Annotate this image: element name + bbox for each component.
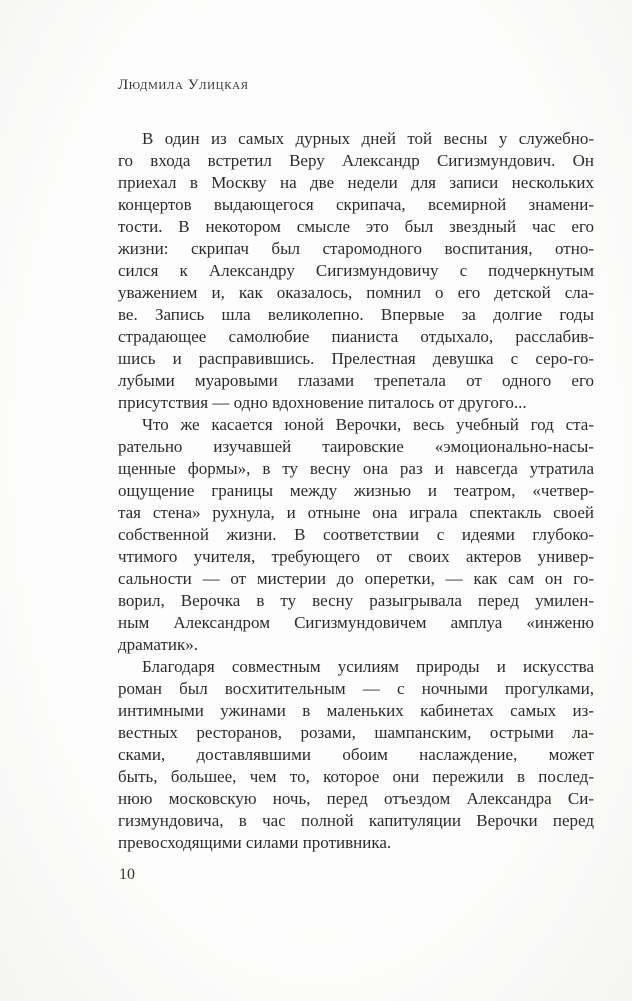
text-line: Что же касается юной Верочки, весь учебный год ста- (142, 415, 594, 434)
text-line: сальности — от мистерии до оперетки, — как сам он го- (118, 569, 594, 588)
text-line: тая стена» рухнула, и отныне она играла спектакль своей (118, 503, 594, 522)
body-text (118, 128, 594, 854)
text-line: ворил, Верочка в ту весну разыгрывала перед умилен- (118, 591, 594, 610)
text-line: сками, доставлявшими обоим наслаждение, может (118, 745, 594, 764)
text-line: интимными ужинами в маленьких кабинетах самых из- (118, 701, 594, 720)
text-line: концертов выдающегося скрипача, всемирной знамени- (118, 195, 594, 214)
running-header-author: Людмила Улицкая (118, 77, 249, 93)
text-line: ощущение границы между жизнью и театром, «четвер- (118, 481, 594, 500)
text-line: превосходящими силами противника. (118, 833, 392, 852)
text-line: страдающее самолюбие пианиста отдыхало, расслабив- (118, 327, 594, 346)
text-line: чтимого учителя, требующего от своих актеров универ- (118, 547, 594, 566)
text-line: жизни: скрипач был старомодного воспитания, отно- (118, 239, 594, 258)
text-line: щенные формы», в ту весну она раз и навсегда утратила (118, 459, 594, 478)
text-line: лубыми муаровыми глазами трепетала от одного его (118, 371, 594, 390)
text-line: собственной жизни. В соответствии с идеями глубоко- (118, 525, 594, 544)
text-line: вестных ресторанов, розами, шампанским, острыми ла- (118, 723, 594, 742)
text-line: присутствия — одно вдохновение питалось от другого... (118, 393, 527, 412)
text-line: нюю московскую ночь, перед отъездом Александра Си- (118, 789, 594, 808)
text-line: тости. В некотором смысле это был звездный час его (118, 217, 594, 236)
text-line: шись и расправившись. Прелестная девушка с серо-го- (118, 349, 594, 368)
text-line: В один из самых дурных дней той весны у служебно- (142, 129, 594, 148)
text-line: ным Александром Сигизмундовичем амплуа «инженю (118, 613, 594, 632)
text-line: го входа встретил Веру Александр Сигизмундович. Он (118, 151, 594, 170)
text-line: Благодаря совместным усилиям природы и искусства (142, 657, 594, 676)
text-line: ве. Запись шла великолепно. Впервые за долгие годы (118, 305, 594, 324)
text-line: гизмундовича, в час полной капитуляции Верочки перед (118, 811, 594, 830)
text-line: рательно изучавшей таировские «эмоционально-насы- (118, 437, 594, 456)
page-number: 10 (119, 866, 135, 883)
text-line: роман был восхитительным — с ночными прогулками, (118, 679, 594, 698)
text-line: драматик». (118, 635, 198, 654)
text-line: сился к Александру Сигизмундовичу с подчеркнутым (118, 261, 594, 280)
text-line: приехал в Москву на две недели для записи нескольких (118, 173, 594, 192)
text-line: быть, большее, чем то, которое они пережили в послед- (118, 767, 594, 786)
text-line: уважением и, как оказалось, помнил о его детской сла- (118, 283, 594, 302)
